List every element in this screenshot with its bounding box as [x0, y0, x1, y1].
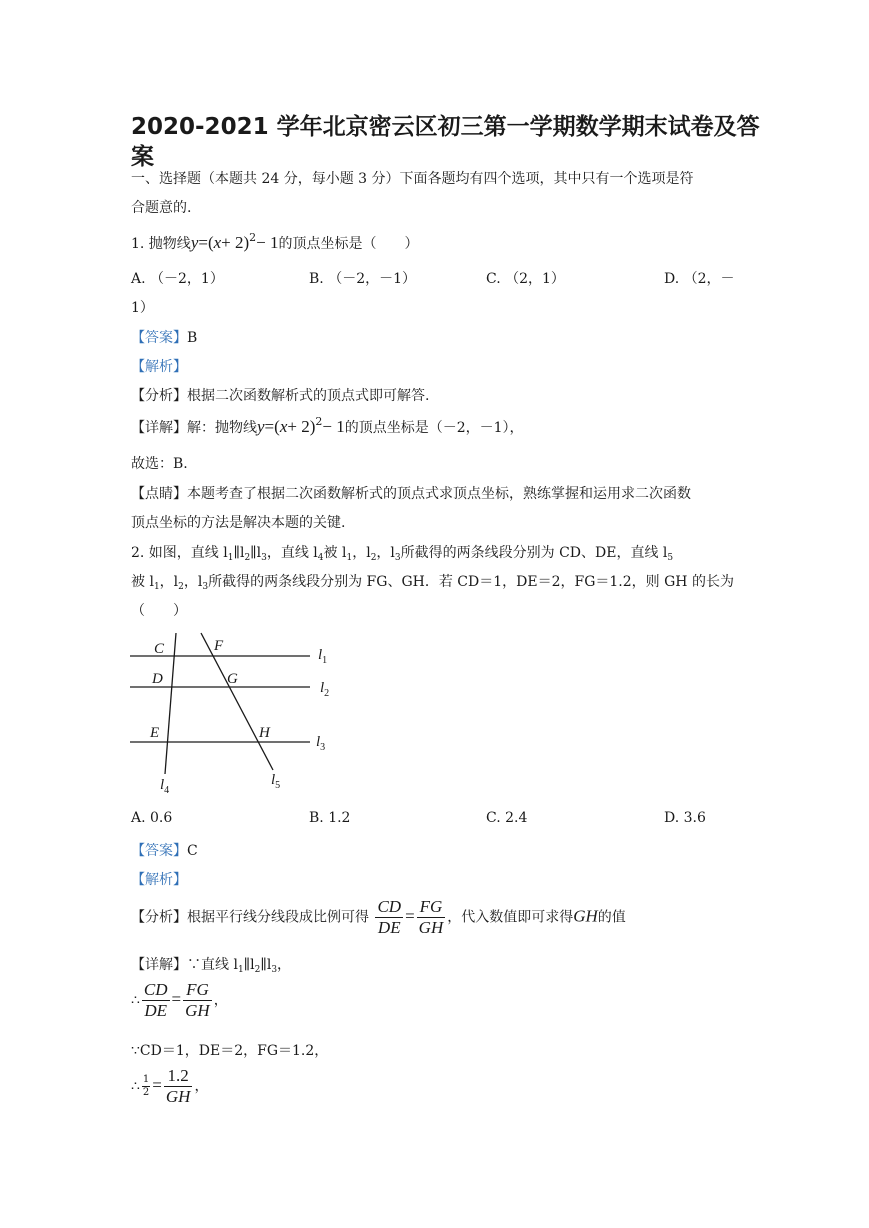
dianjing-line	[131, 483, 691, 503]
sub-3c: 3	[202, 582, 209, 592]
guxuan: 故选：B.	[131, 456, 188, 472]
math-y2: y	[257, 417, 265, 436]
xiangjie-text2: 的顶点坐标是（－2，－1），	[344, 420, 524, 436]
q2-analysis-tag: 【解析】	[131, 872, 187, 888]
question-2	[131, 542, 673, 562]
math-sq: 2	[249, 231, 257, 244]
therefore-symbol: ∴	[131, 992, 140, 1009]
label-l5: $l_5$	[271, 772, 281, 791]
math-x: x	[213, 233, 222, 252]
answer-value: B	[187, 330, 198, 346]
frac-num-12: 1.2	[164, 1066, 193, 1087]
option-c: C. （2，1）	[486, 271, 565, 287]
sub-5: 5	[667, 553, 674, 563]
math-y: y	[190, 233, 199, 252]
fenxi-text: 根据二次函数解析式的顶点式即可解答.	[187, 388, 430, 404]
sub-4: 4	[317, 553, 324, 563]
xiangjie-text1: 解：抛物线	[187, 420, 257, 436]
q2-answer-tag: 【答案】	[131, 843, 187, 859]
frac-den-gh-3: GH	[165, 1087, 191, 1106]
math-minus1: − 1	[256, 233, 279, 252]
frac-num-fg-2: FG	[183, 980, 212, 1001]
math-eq: =	[198, 233, 208, 252]
q2-text2-b: ，l	[159, 574, 179, 590]
q2-fenxi-text2: ，代入数值即可求得	[447, 909, 574, 926]
fenxi-tag: 【分析】	[131, 388, 187, 404]
sub-3b: 3	[394, 553, 401, 563]
math-sq2: 2	[315, 415, 323, 428]
q2-text-c: ∥l	[250, 545, 262, 561]
xiangjie-line	[131, 417, 524, 437]
label-l4: $l_4$	[160, 777, 170, 796]
label-g: G	[227, 671, 238, 687]
sub-2b: 2	[370, 553, 377, 563]
q2-xiangjie-tag: 【详解】	[131, 957, 187, 973]
q2-text-g: ，l	[376, 545, 395, 561]
question-2-paren: （ ）	[131, 603, 187, 619]
math-eq2: =	[264, 417, 275, 436]
label-d: D	[152, 671, 163, 687]
frac-den-2: 2	[142, 1087, 150, 1098]
question-1	[131, 233, 419, 253]
label-c: C	[154, 641, 165, 657]
xiangjie-tag: 【详解】	[131, 420, 187, 436]
page-title-cont: 案	[131, 144, 154, 170]
comma-1: ，	[213, 992, 228, 1009]
comma-2: ，	[194, 1078, 209, 1095]
sub-2c: 2	[178, 582, 184, 592]
q2-answer-line	[131, 840, 198, 860]
math-x2: x	[279, 417, 288, 436]
q2-text-d: ，直线 l	[266, 545, 318, 561]
option-d-cont: 1）	[131, 300, 154, 316]
fraction-1-2	[142, 1074, 150, 1099]
sub-2d: 2	[254, 965, 261, 975]
page-title: 2020-2021 学年北京密云区初三第一学期数学期末试卷及答	[131, 114, 760, 140]
fraction-cd-de	[375, 897, 403, 938]
frac-num-cd: CD	[377, 897, 402, 916]
label-f: F	[214, 638, 224, 654]
therefore-line-1	[131, 980, 228, 1021]
q2-fenxi-text1: 根据平行线分线段成比例可得	[187, 909, 369, 926]
q2-fenxi-tag: 【分析】	[131, 909, 187, 926]
answer-line	[131, 327, 197, 347]
frac-num-cd-2: CD	[143, 980, 168, 999]
math-plus2b: + 2)	[287, 417, 316, 436]
math-minus1b: − 1	[322, 417, 345, 436]
sub-2: 2	[244, 553, 251, 563]
q2-text-e: 被 l	[323, 545, 347, 561]
q2-xiangjie-end: ，	[277, 957, 292, 973]
q2-text2-d: 所截得的两条线段分别为 FG、GH．若 CD＝1，DE＝2，FG＝1.2，则 GH 的长为	[208, 574, 734, 590]
therefore-line-2	[131, 1066, 208, 1107]
fraction-cd-de-2	[142, 980, 170, 1021]
therefore-symbol-2: ∴	[131, 1078, 140, 1095]
q2-text2-c: ，l	[183, 574, 203, 590]
label-l1: $l_1$	[318, 647, 328, 666]
q2-option-b: B. 1.2	[309, 810, 351, 826]
math-paren: (	[207, 233, 214, 252]
q2-fenxi-line	[131, 897, 626, 938]
sub-1b: 1	[346, 553, 353, 563]
analysis-tag: 【解析】	[131, 359, 187, 375]
dianjing-tag: 【点睛】	[131, 486, 187, 502]
frac-den-de-2: DE	[144, 1001, 168, 1020]
line-l4	[165, 633, 176, 774]
q2-option-a: A. 0.6	[131, 810, 173, 826]
fraction-12-gh	[164, 1066, 193, 1107]
answer-tag: 【答案】	[131, 330, 187, 346]
q2-fenxi-text3: 的值	[597, 909, 626, 926]
math-paren2: (	[274, 417, 280, 436]
q2-text-a: 2. 如图，直线 l	[131, 545, 228, 561]
q2-xiangjie-text: ∵直线 l	[187, 957, 238, 973]
label-l3: $l_3$	[316, 734, 326, 753]
dianjing-cont: 顶点坐标的方法是解决本题的关键.	[131, 515, 346, 531]
q2-text2-a: 被 l	[131, 574, 154, 590]
label-h: H	[259, 725, 270, 741]
question-2-cont	[131, 571, 734, 591]
q2-option-c: C. 2.4	[486, 810, 528, 826]
math-eq3: =	[405, 906, 415, 926]
q1-suffix: 的顶点坐标是（ ）	[278, 236, 419, 252]
math-eq4: =	[171, 989, 182, 1009]
sub-1d: 1	[237, 965, 244, 975]
dianjing-text: 本题考查了根据二次函数解析式的顶点式求顶点坐标，熟练掌握和运用求二次函数	[187, 486, 691, 502]
q2-answer-value: C	[187, 843, 198, 859]
sub-3: 3	[261, 553, 267, 563]
frac-den-gh: GH	[418, 918, 444, 937]
q2-text-f: ，l	[352, 545, 371, 561]
section-heading-cont: 合题意的.	[131, 200, 192, 216]
q2-xiangjie-line	[131, 954, 291, 974]
q2-text-h: 所截得的两条线段分别为 CD、DE，直线 l	[400, 545, 668, 561]
q2-xiangjie-text-c: ∥l	[260, 957, 272, 973]
math-gh: GH	[573, 906, 598, 926]
frac-den-de: DE	[377, 918, 401, 937]
line-l5	[201, 633, 273, 770]
sub-3d: 3	[271, 965, 278, 975]
section-heading: 一、选择题（本题共 24 分，每小题 3 分）下面各题均有四个选项，其中只有一个选项是符	[131, 171, 694, 187]
q2-text-b: ∥l	[233, 545, 245, 561]
frac-num-1: 1	[142, 1074, 150, 1085]
fenxi-line	[131, 385, 429, 405]
label-e: E	[150, 725, 160, 741]
fraction-fg-gh-2	[183, 980, 212, 1021]
parallel-lines-figure	[125, 628, 345, 800]
fraction-fg-gh	[417, 897, 446, 938]
option-b: B. （－2，－1）	[309, 271, 417, 287]
frac-den-gh-2: GH	[185, 1001, 210, 1020]
sub-1: 1	[227, 553, 234, 563]
option-a: A. （－2，1）	[131, 271, 224, 287]
option-d: D. （2，－	[664, 271, 735, 287]
sub-1c: 1	[153, 582, 160, 592]
q2-option-d: D. 3.6	[664, 810, 706, 826]
given-line: ∵CD＝1，DE＝2，FG＝1.2，	[131, 1043, 329, 1059]
q1-prefix: 1. 抛物线	[131, 236, 191, 252]
frac-num-fg: FG	[417, 897, 446, 918]
math-plus2: + 2)	[221, 233, 250, 252]
math-eq5: =	[152, 1075, 162, 1095]
q2-xiangjie-text-b: ∥l	[243, 957, 255, 973]
label-l2: $l_2$	[320, 680, 330, 699]
